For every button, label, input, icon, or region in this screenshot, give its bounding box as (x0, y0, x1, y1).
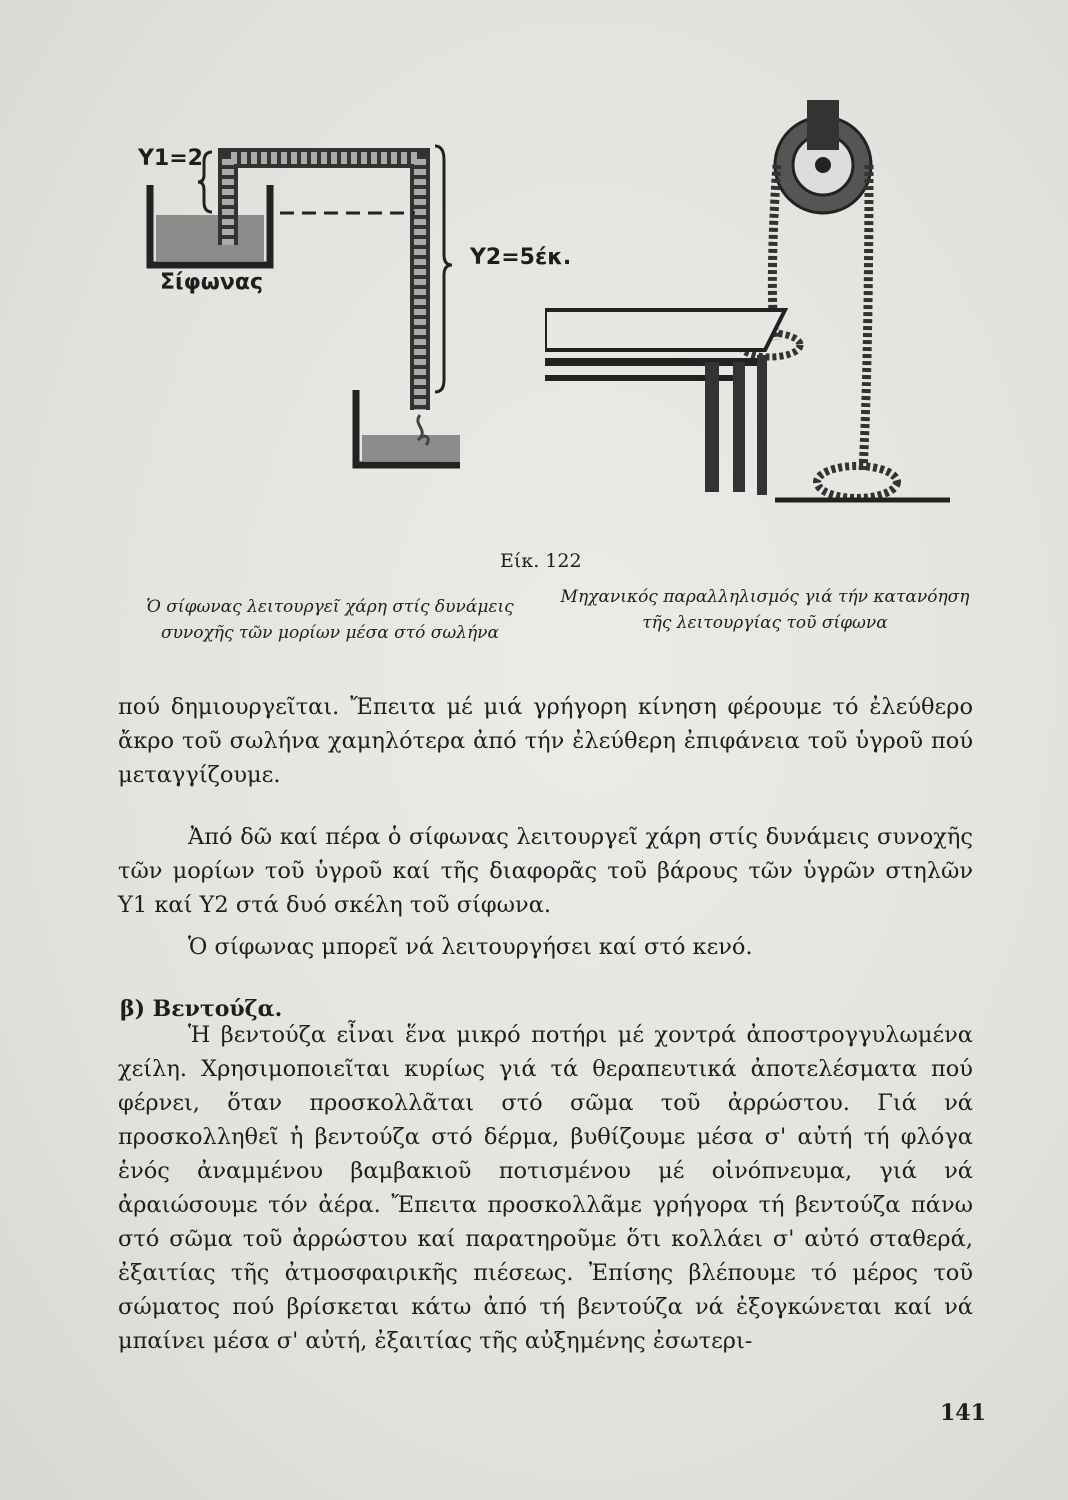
paragraph-text: Ἀπό δῶ καί πέρα ὁ σίφωνας λειτουργεῖ χάρη στίς δυνάμεις συνοχῆς τῶν μορίων τοῦ ὑγροῦ καί τῆς διαφορᾶς τοῦ βάρους τῶν ὑγρῶν στηλῶν Υ1 καί Υ2 στά δυό σκέλη τοῦ σίφωνα. (118, 824, 973, 918)
label-siphon: Σίφωνας (160, 270, 264, 295)
page-number: 141 (940, 1400, 986, 1426)
section-heading: β) Βεντούζα. (120, 996, 283, 1022)
label-y1: Υ1=2 (138, 146, 203, 171)
paragraph (118, 820, 973, 922)
caption-right: Μηχανικός παραλληλισμός γιά τήν κατανόηση τῆς λειτουργίας τοῦ σίφωνα (560, 587, 970, 633)
paragraph-continuation (118, 690, 973, 792)
paragraph-text: πού δημιουργεῖται. Ἔπειτα μέ μιά γρήγορη κίνηση φέρουμε τό ἐλεύθερο ἄκρο τοῦ σωλήνα χαμηλότερα ἀπό τήν ἐλεύθερη ἐπιφάνεια τοῦ ὑγροῦ πού μεταγγίζουμε. (118, 694, 973, 788)
caption-left: Ὁ σίφωνας λειτουργεῖ χάρη στίς δυνάμεις συνοχῆς τῶν μορίων μέσα στό σωλήνα (146, 597, 514, 643)
figure-number: Είκ. 122 (500, 550, 582, 572)
siphon-illustration (120, 120, 460, 480)
paragraph (118, 1018, 973, 1358)
paragraph (118, 930, 973, 964)
paragraph-text: Ὁ σίφωνας μπορεῖ νά λειτουργήσει καί στό κενό. (188, 934, 753, 960)
paragraph-text: Ἡ βεντούζα εἶναι ἕνα μικρό ποτήρι μέ χοντρά ἀποστρογγυλωμένα χείλη. Χρησιμοποιεῖται κυρίως γιά τά θεραπευτικά ἀποτελέσματα πού φέρνει, ὅταν προσκολλᾶται στό σῶμα τοῦ ἀρρώστου. Γιά νά προσκολληθεῖ ἡ βεντούζα στό δέρμα, βυθίζουμε μέσα σ' αὐτή τή φλόγα ἑνός ἀναμμένου βαμβακιοῦ ποτισμένου μέ οἰνόπνευμα, γιά νά ἀραιώσουμε τόν ἀέρα. Ἔπειτα προσκολλᾶμε γρήγορα τή βεντούζα πάνω στό σῶμα τοῦ ἀρρώστου καί παρατηροῦμε ὅτι κολλάει σ' αὐτό σταθερά, ἐξαιτίας τῆς ἀτμοσφαιρικῆς πιέσεως. Ἐπίσης βλέπουμε τό μέρος τοῦ σώματος πού βρίσκεται κάτω ἀπό τή βεντούζα νά ἐξογκώνεται καί νά μπαίνει μέσα σ' αὐτή, ἐξαιτίας τῆς αὐξημένης ἐσωτερι- (118, 1022, 973, 1354)
chain-pulley-illustration (545, 100, 955, 515)
label-y2: Υ2=5έκ. (470, 245, 572, 270)
